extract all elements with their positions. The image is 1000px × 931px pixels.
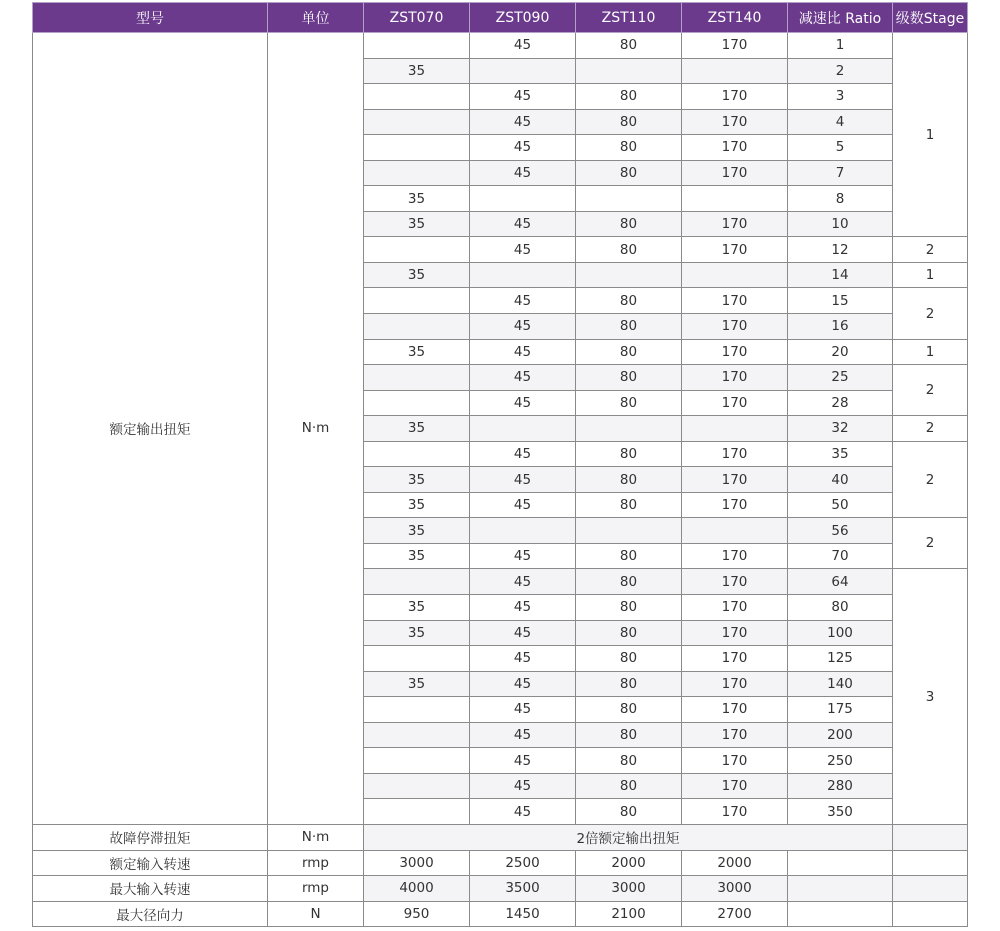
value-cell-zst090: 45 [470,33,576,59]
stage-cell [893,850,968,876]
ratio-cell: 25 [788,365,893,391]
value-cell-zst070 [364,84,470,110]
value-cell-zst110: 80 [576,33,682,59]
value-cell-zst090 [470,518,576,544]
value-cell-zst070: 35 [364,671,470,697]
value-cell-zst090: 45 [470,543,576,569]
value-cell-zst110: 80 [576,365,682,391]
table-row [33,850,968,876]
ratio-cell: 200 [788,722,893,748]
rated-torque-label: 额定输出扭矩 [33,33,268,825]
value-cell-zst140: 170 [682,799,788,825]
ratio-cell: 140 [788,671,893,697]
value-cell-zst090 [470,262,576,288]
value-cell-zst070 [364,697,470,723]
ratio-cell: 70 [788,543,893,569]
value-cell-zst110: 80 [576,799,682,825]
ratio-cell: 32 [788,416,893,442]
value-cell: 3000 [364,850,470,876]
header-zst070: ZST070 [364,3,470,33]
ratio-cell: 15 [788,288,893,314]
stage-cell: 2 [893,518,968,569]
value-cell-zst090 [470,416,576,442]
stage-cell: 2 [893,441,968,518]
ratio-cell: 28 [788,390,893,416]
stage-cell [893,824,968,850]
value-cell-zst090: 45 [470,314,576,340]
value-cell-zst140: 170 [682,467,788,493]
stage-cell: 1 [893,339,968,365]
value-cell-zst090: 45 [470,799,576,825]
ratio-cell [788,850,893,876]
ratio-cell: 175 [788,697,893,723]
ratio-cell: 12 [788,237,893,263]
ratio-cell: 8 [788,186,893,212]
stage-cell: 2 [893,237,968,263]
value-cell-zst070: 35 [364,211,470,237]
value-cell-zst140: 170 [682,339,788,365]
ratio-cell: 100 [788,620,893,646]
value-cell-zst070: 35 [364,595,470,621]
ratio-cell: 56 [788,518,893,544]
value-cell-zst140 [682,518,788,544]
value-cell-zst140: 170 [682,365,788,391]
value-cell-zst140: 170 [682,288,788,314]
value-cell-zst090: 45 [470,671,576,697]
value-cell-zst110: 80 [576,620,682,646]
value-cell-zst110: 80 [576,722,682,748]
header-stage: 级数Stage [893,3,968,33]
value-cell-zst110: 80 [576,211,682,237]
value-cell-zst070: 35 [364,620,470,646]
value-cell-zst140: 170 [682,748,788,774]
value-cell-zst070 [364,237,470,263]
value-cell-zst140: 170 [682,160,788,186]
row-label: 最大径向力 [33,901,268,927]
value-cell-zst140: 170 [682,543,788,569]
stage-cell [893,876,968,902]
value-cell: 3500 [470,876,576,902]
ratio-cell: 280 [788,773,893,799]
row-label: 最大输入转速 [33,876,268,902]
value-cell-zst070 [364,288,470,314]
stage-cell: 3 [893,569,968,824]
stage-cell: 1 [893,262,968,288]
value-cell-zst070: 35 [364,543,470,569]
value-cell-zst110: 80 [576,467,682,493]
emergency-torque-label: 故障停滞扭矩 [33,824,268,850]
value-cell-zst140: 170 [682,135,788,161]
value-cell-zst110: 80 [576,135,682,161]
value-cell-zst140: 170 [682,211,788,237]
value-cell: 2000 [682,850,788,876]
stage-cell: 2 [893,365,968,416]
value-cell-zst110 [576,262,682,288]
stage-cell: 2 [893,416,968,442]
value-cell-zst110: 80 [576,441,682,467]
table-row [33,876,968,902]
stage-cell: 2 [893,288,968,339]
ratio-cell: 250 [788,748,893,774]
value-cell-zst140: 170 [682,646,788,672]
value-cell-zst090: 45 [470,620,576,646]
value-cell-zst110: 80 [576,543,682,569]
ratio-cell: 10 [788,211,893,237]
header-row [33,3,968,33]
table-row [33,824,968,850]
value-cell-zst090: 45 [470,237,576,263]
ratio-cell: 20 [788,339,893,365]
value-cell-zst110: 80 [576,390,682,416]
value-cell-zst070 [364,748,470,774]
row-unit: N [268,901,364,927]
row-unit: rmp [268,850,364,876]
value-cell-zst070: 35 [364,262,470,288]
value-cell-zst090: 45 [470,773,576,799]
ratio-cell: 16 [788,314,893,340]
value-cell-zst140: 170 [682,697,788,723]
value-cell-zst140 [682,416,788,442]
header-zst090: ZST090 [470,3,576,33]
value-cell-zst140: 170 [682,722,788,748]
value-cell-zst140: 170 [682,109,788,135]
value-cell-zst140: 170 [682,569,788,595]
value-cell-zst090: 45 [470,492,576,518]
value-cell-zst090: 45 [470,135,576,161]
value-cell: 1450 [470,901,576,927]
value-cell-zst090 [470,58,576,84]
value-cell-zst110: 80 [576,160,682,186]
ratio-cell: 1 [788,33,893,59]
emergency-torque-unit: N·m [268,824,364,850]
header-unit: 单位 [268,3,364,33]
value-cell-zst070 [364,365,470,391]
value-cell-zst110 [576,58,682,84]
value-cell-zst090: 45 [470,748,576,774]
ratio-cell: 80 [788,595,893,621]
value-cell-zst090: 45 [470,569,576,595]
value-cell-zst070 [364,441,470,467]
header-model: 型号 [33,3,268,33]
ratio-cell [788,901,893,927]
value-cell-zst110 [576,518,682,544]
value-cell-zst070 [364,314,470,340]
value-cell-zst090: 45 [470,722,576,748]
value-cell-zst070 [364,773,470,799]
ratio-cell: 5 [788,135,893,161]
table-row [33,901,968,927]
value-cell-zst110: 80 [576,84,682,110]
ratio-cell: 2 [788,58,893,84]
value-cell: 3000 [576,876,682,902]
value-cell-zst110: 80 [576,671,682,697]
value-cell-zst090: 45 [470,211,576,237]
table-row [33,33,968,59]
value-cell-zst140: 170 [682,620,788,646]
value-cell: 950 [364,901,470,927]
value-cell-zst140: 170 [682,390,788,416]
value-cell-zst110: 80 [576,492,682,518]
header-ratio: 减速比 Ratio [788,3,893,33]
ratio-cell: 35 [788,441,893,467]
spec-table [32,2,968,927]
value-cell-zst070 [364,569,470,595]
ratio-cell: 3 [788,84,893,110]
value-cell-zst090: 45 [470,365,576,391]
value-cell-zst110: 80 [576,237,682,263]
ratio-cell: 64 [788,569,893,595]
value-cell-zst090: 45 [470,390,576,416]
row-unit: rmp [268,876,364,902]
value-cell-zst110: 80 [576,314,682,340]
value-cell-zst110 [576,416,682,442]
value-cell-zst090 [470,186,576,212]
value-cell-zst070 [364,799,470,825]
value-cell-zst110: 80 [576,339,682,365]
value-cell-zst090: 45 [470,646,576,672]
value-cell: 3000 [682,876,788,902]
value-cell-zst090: 45 [470,84,576,110]
value-cell-zst110: 80 [576,288,682,314]
value-cell-zst140: 170 [682,33,788,59]
value-cell-zst140: 170 [682,492,788,518]
ratio-cell: 50 [788,492,893,518]
value-cell-zst070: 35 [364,339,470,365]
value-cell-zst110 [576,186,682,212]
value-cell-zst110: 80 [576,773,682,799]
header-zst140: ZST140 [682,3,788,33]
value-cell-zst070: 35 [364,492,470,518]
value-cell-zst140: 170 [682,314,788,340]
value-cell-zst140 [682,262,788,288]
value-cell-zst140: 170 [682,595,788,621]
value-cell-zst070 [364,135,470,161]
value-cell: 2100 [576,901,682,927]
value-cell-zst140: 170 [682,671,788,697]
value-cell-zst070: 35 [364,467,470,493]
value-cell-zst070 [364,646,470,672]
header-zst110: ZST110 [576,3,682,33]
row-label: 额定输入转速 [33,850,268,876]
value-cell-zst070: 35 [364,58,470,84]
ratio-cell: 40 [788,467,893,493]
value-cell-zst140 [682,186,788,212]
value-cell-zst110: 80 [576,697,682,723]
value-cell-zst090: 45 [470,595,576,621]
value-cell-zst140: 170 [682,237,788,263]
ratio-cell [788,876,893,902]
value-cell-zst140: 170 [682,84,788,110]
ratio-cell: 7 [788,160,893,186]
emergency-torque-value: 2倍额定输出扭矩 [364,824,893,850]
value-cell-zst070 [364,160,470,186]
stage-cell: 1 [893,33,968,237]
value-cell: 4000 [364,876,470,902]
value-cell-zst070 [364,722,470,748]
ratio-cell: 14 [788,262,893,288]
value-cell-zst090: 45 [470,467,576,493]
value-cell-zst090: 45 [470,109,576,135]
value-cell-zst140: 170 [682,773,788,799]
value-cell-zst070 [364,33,470,59]
stage-cell [893,901,968,927]
value-cell-zst090: 45 [470,288,576,314]
value-cell-zst110: 80 [576,646,682,672]
rated-torque-unit: N·m [268,33,364,825]
value-cell-zst090: 45 [470,441,576,467]
value-cell: 2700 [682,901,788,927]
value-cell-zst070: 35 [364,518,470,544]
ratio-cell: 4 [788,109,893,135]
value-cell-zst140: 170 [682,441,788,467]
value-cell-zst110: 80 [576,748,682,774]
value-cell-zst090: 45 [470,339,576,365]
value-cell: 2500 [470,850,576,876]
value-cell-zst110: 80 [576,595,682,621]
value-cell-zst090: 45 [470,160,576,186]
value-cell-zst110: 80 [576,109,682,135]
value-cell-zst070 [364,109,470,135]
value-cell: 2000 [576,850,682,876]
ratio-cell: 125 [788,646,893,672]
value-cell-zst140 [682,58,788,84]
ratio-cell: 350 [788,799,893,825]
value-cell-zst110: 80 [576,569,682,595]
value-cell-zst070: 35 [364,186,470,212]
value-cell-zst070 [364,390,470,416]
value-cell-zst090: 45 [470,697,576,723]
value-cell-zst070: 35 [364,416,470,442]
